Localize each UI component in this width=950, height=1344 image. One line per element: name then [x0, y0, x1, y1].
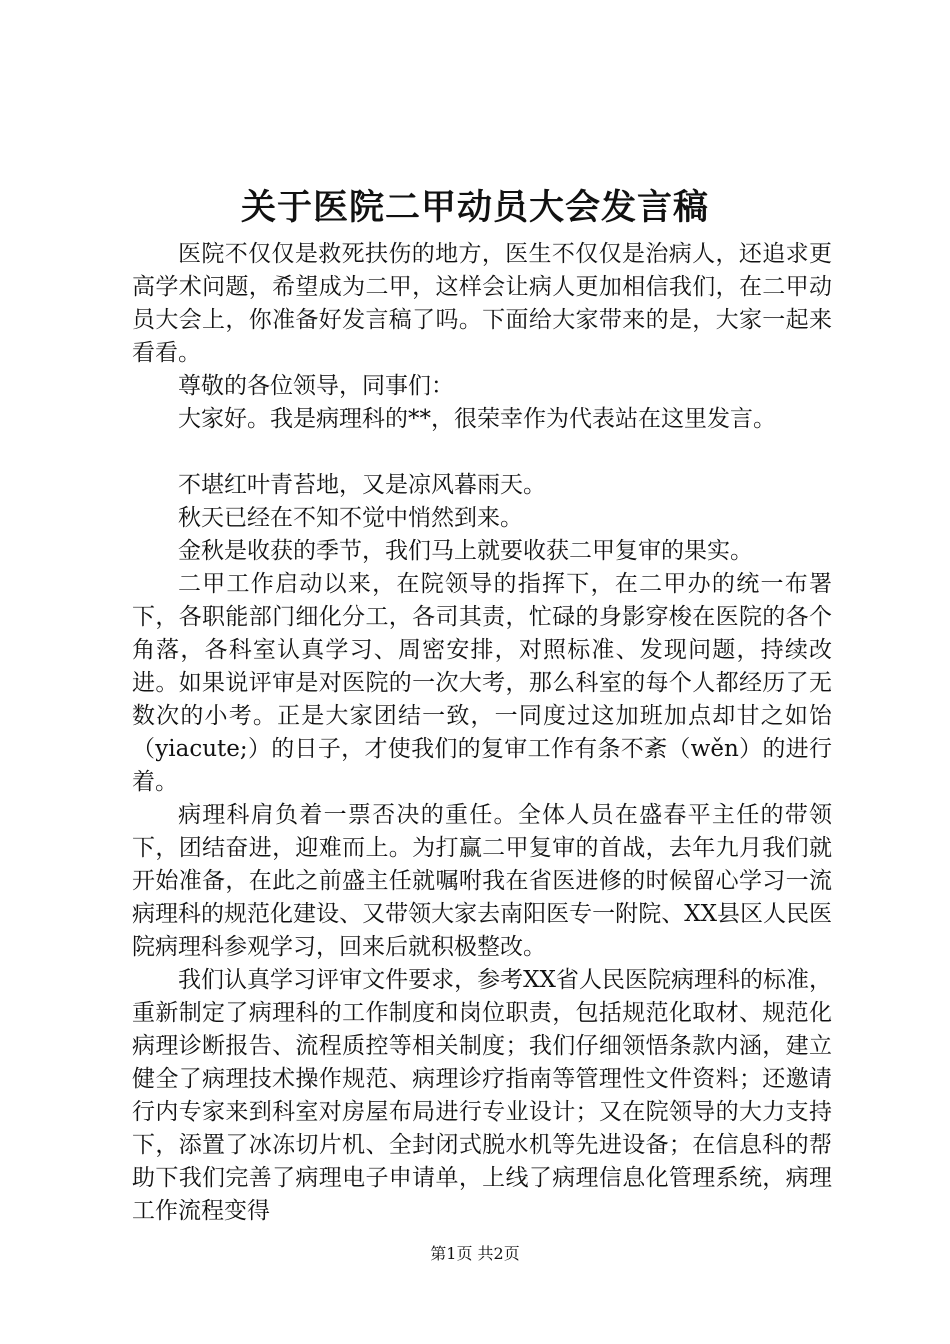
- paragraph-harvest: 金秋是收获的季节，我们马上就要收获二甲复审的果实。: [178, 538, 753, 564]
- paragraph-pathology-duty: 病理科肩负着一票否决的重任。全体人员在盛春平主任的带领下，团结奋进，迎难而上。为打赢二甲复审的首战，去年九月我们就开始准备，在此之前盛主任就嘱咐我在省医进修的时候留心学习一流病理科的规范化建设、又带领大家去南阳医专一附院、XX县区人民医院病理科参观学习，回来后就积极整改。: [132, 802, 832, 960]
- document-title: 关于医院二甲动员大会发言稿: [240, 187, 709, 228]
- paragraph-autumn: 秋天已经在不知不觉中悄然到来。: [178, 505, 523, 531]
- paragraph-salutation: 尊敬的各位领导，同事们：: [178, 373, 454, 399]
- paragraph-study-requirements: 我们认真学习评审文件要求，参考XX省人民医院病理科的标准，重新制定了病理科的工作制度和岗位职责，包括规范化取材、规范化病理诊断报告、流程质控等相关制度；我们仔细领悟条款内涵，建立健全了病理技术操作规范、病理诊疗指南等管理性文件资料；还邀请行内专家来到科室对房屋布局进行专业设计；又在院领导的大力支持下，添置了冰冻切片机、全封闭式脱水机等先进设备；在信息科的帮助下我们完善了病理电子申请单，上线了病理信息化管理系统，病理工作流程变得: [132, 967, 832, 1224]
- document-body: [132, 238, 832, 1228]
- paragraph-greeting: 大家好。我是病理科的**，很荣幸作为代表站在这里发言。: [178, 406, 776, 432]
- paragraph-intro: 医院不仅仅是救死扶伤的地方，医生不仅仅是治病人，还追求更高学术问题，希望成为二甲，这样会让病人更加相信我们，在二甲动员大会上，你准备好发言稿了吗。下面给大家带来的是，大家一起来看看。: [132, 241, 832, 366]
- paragraph-poem-line: 不堪红叶青苔地，又是凉风暮雨天。: [178, 472, 546, 498]
- page-number-footer: 第1页 共2页: [430, 1244, 520, 1263]
- paragraph-work-start: 二甲工作启动以来，在院领导的指挥下，在二甲办的统一布署下，各职能部门细化分工，各司其责，忙碌的身影穿梭在医院的各个角落，各科室认真学习、周密安排，对照标准、发现问题，持续改进。如果说评审是对医院的一次大考，那么科室的每个人都经历了无数次的小考。正是大家团结一致，一同度过这加班加点却甘之如饴（yiacute;）的日子，才使我们的复审工作有条不紊（wěn）的进行着。: [132, 571, 832, 795]
